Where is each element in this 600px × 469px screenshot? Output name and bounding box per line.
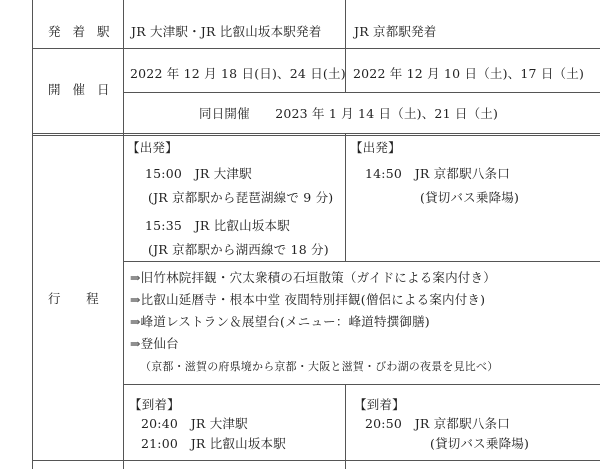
label-departure-station: 発 着 駅	[48, 24, 114, 39]
label-dates: 開 催 日	[48, 82, 114, 97]
depart-right-line1: 14:50 JR 京都駅八条口	[365, 166, 510, 181]
arrive-left-heading: 【到着】	[129, 397, 180, 412]
column-divider	[345, 134, 346, 261]
itinerary-note: （京都・滋賀の府県境から京都・大阪と滋賀・びわ湖の夜景を見比べ）	[140, 360, 499, 373]
dates-right: 2022 年 12 月 10 日（土)、17 日（土)	[353, 66, 585, 81]
dates-left: 2022 年 12 月 18 日(日)、24 日(土)	[130, 66, 346, 81]
row-divider	[123, 384, 600, 385]
column-divider	[123, 0, 124, 469]
depart-left-note1: (JR 京都駅から琵琶湖線で 9 分)	[148, 190, 334, 205]
row-divider-double	[32, 133, 600, 136]
arrive-left-line2: 21:00 JR 比叡山坂本駅	[141, 436, 286, 451]
itinerary-item-2: ⇒比叡山延暦寺・根本中堂 夜間特別拝観(僧侶による案内付き)	[130, 292, 486, 307]
event-table	[32, 0, 600, 469]
row-divider	[123, 261, 600, 262]
row-divider	[123, 92, 600, 93]
dates-common: 同日開催 2023 年 1 月 14 日（土)、21 日（土)	[199, 106, 499, 121]
itinerary-item-3: ⇒峰道レストラン＆展望台(メニュー：峰道特撰御膳)	[130, 314, 430, 329]
departure-left: JR 大津駅・JR 比叡山坂本駅発着	[131, 24, 322, 39]
label-itinerary: 行 程	[48, 291, 99, 306]
itinerary-item-1: ⇒旧竹林院拝観・穴太衆積の石垣散策（ガイドによる案内付き）	[130, 270, 496, 285]
depart-left-line2: 15:35 JR 比叡山坂本駅	[145, 218, 290, 233]
row-divider	[32, 48, 600, 49]
table-border-left	[32, 0, 33, 469]
arrive-left-line1: 20:40 JR 大津駅	[141, 416, 248, 431]
arrive-right-heading: 【到着】	[354, 397, 405, 412]
arrive-right-note1: (貸切バス乗降場)	[430, 436, 530, 451]
column-divider	[345, 384, 346, 469]
depart-right-note1: (貸切バス乗降場)	[420, 190, 520, 205]
depart-right-heading: 【出発】	[350, 140, 401, 155]
depart-left-line1: 15:00 JR 大津駅	[145, 166, 252, 181]
departure-right: JR 京都駅発着	[354, 24, 437, 39]
itinerary-item-4: ⇒登仙台	[130, 336, 179, 351]
depart-left-heading: 【出発】	[127, 140, 178, 155]
depart-left-note2: (JR 京都駅から湖西線で 18 分)	[148, 242, 329, 257]
arrive-right-line1: 20:50 JR 京都駅八条口	[365, 416, 510, 431]
row-divider	[32, 460, 600, 461]
